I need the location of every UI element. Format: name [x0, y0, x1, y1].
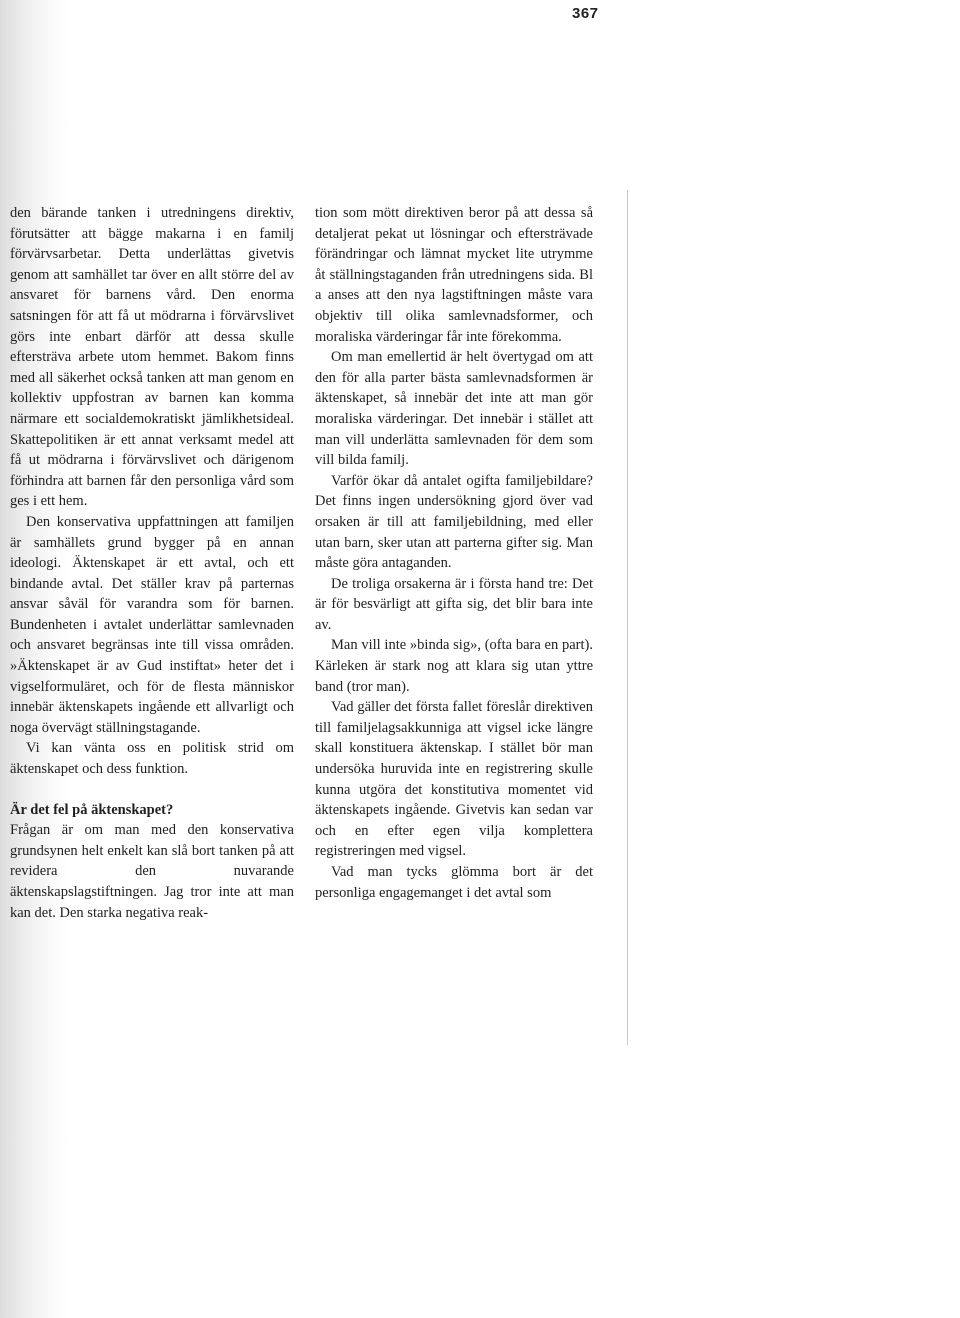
- left-paragraph-1: den bärande tanken i utredningens direktiv, förutsätter att bägge makarna i en familj förvärvsarbetar. Detta underlättas givetvis genom att samhället tar över en allt större del av ansvaret för barnens vård. Den enorma satsningen för att få ut mödrarna i förvärvslivet görs inte enbart därför att dessa skulle eftersträva arbete utom hemmet. Bakom finns med all säkerhet också tanken att man genom en kollektiv uppfostran av barnen kan komma närmare ett socialdemokratiskt jämlikhetsideal. Skattepolitiken är ett annat verksamt medel att få ut mödrarna i förvärvslivet och därigenom förhindra att barnen får den personliga vård som ges i ett hem.: [10, 205, 294, 510]
- left-paragraph-2: Den konservativa uppfattningen att familjen är samhällets grund bygger på en annan ideologi. Äktenskapet är ett avtal, och ett bindande avtal. Det ställer krav på parternas ansvar såväl för varandra som för barnen. Bundenheten i avtalet underlättar samlevnaden och ansvaret begränsas inte till vissa områden. »Äktenskapet är av Gud instiftat» heter det i vigselformuläret, och för de flesta människor innebär äktenskapets ingående ett allvarligt och noga övervägt ställningstagande.: [10, 513, 294, 736]
- left-paragraph-after-heading: Frågan är om man med den konservativa grundsynen helt enkelt kan slå bort tanken på att revidera den nuvarande äktenskapslagstiftningen. Jag tror inte att man kan det. Den starka negativa reak-: [10, 822, 294, 921]
- left-paragraph-3: Vi kan vänta oss en politisk strid om äktenskapet och dess funktion.: [10, 740, 294, 778]
- right-paragraph-3: Varför ökar då antalet ogifta familjebildare? Det finns ingen undersökning gjord över vad orsaken är till att familjebildning, med eller utan barn, sker utan att parterna gifter sig. Man måste göra antaganden.: [315, 472, 593, 572]
- page-number: 367: [572, 5, 599, 22]
- section-heading: Är det fel på äktenskapet?: [10, 801, 174, 818]
- right-paragraph-1: tion som mött direktiven beror på att dessa så detaljerat pekat ut lösningar och eftersträvade förändringar och lämnat mycket lite utrymme åt ställningstaganden från utredningens sida. Bl a anses att den nya lagstiftningen måste vara objektiv till olika samlevnadsformer, och moraliska värderingar får inte förekomma.: [315, 205, 593, 345]
- page-edge-line: [627, 190, 628, 1045]
- right-paragraph-7: Vad man tycks glömma bort är det personliga engagemanget i det avtal som: [315, 864, 593, 901]
- left-text-column: [10, 203, 294, 923]
- right-text-column: [315, 203, 593, 903]
- right-paragraph-6: Vad gäller det första fallet föreslår direktiven till familjelagsakkunniga att vigsel icke längre skall konstituera äktenskap. I stället bör man undersöka huruvida inte en registrering skulle kunna utgöra det konstitutiva momentet vid äktenskapets ingående. Givetvis kan sedan var och en efter egen vilja komplettera registreringen med vigsel.: [315, 699, 593, 860]
- right-paragraph-5: Man vill inte »binda sig», (ofta bara en part). Kärleken är stark nog att klara sig utan yttre band (tror man).: [315, 637, 593, 695]
- right-paragraph-4: De troliga orsakerna är i första hand tre: Det är för besvärligt att gifta sig, det blir bara inte av.: [315, 575, 593, 633]
- right-paragraph-2: Om man emellertid är helt övertygad om att den för alla parter bästa samlevnadsformen är äktenskapet, så innebär det inte att man gör moraliska värderingar. Det innebär i stället att man vill underlätta samlevnaden för dem som vill bilda familj.: [315, 349, 593, 469]
